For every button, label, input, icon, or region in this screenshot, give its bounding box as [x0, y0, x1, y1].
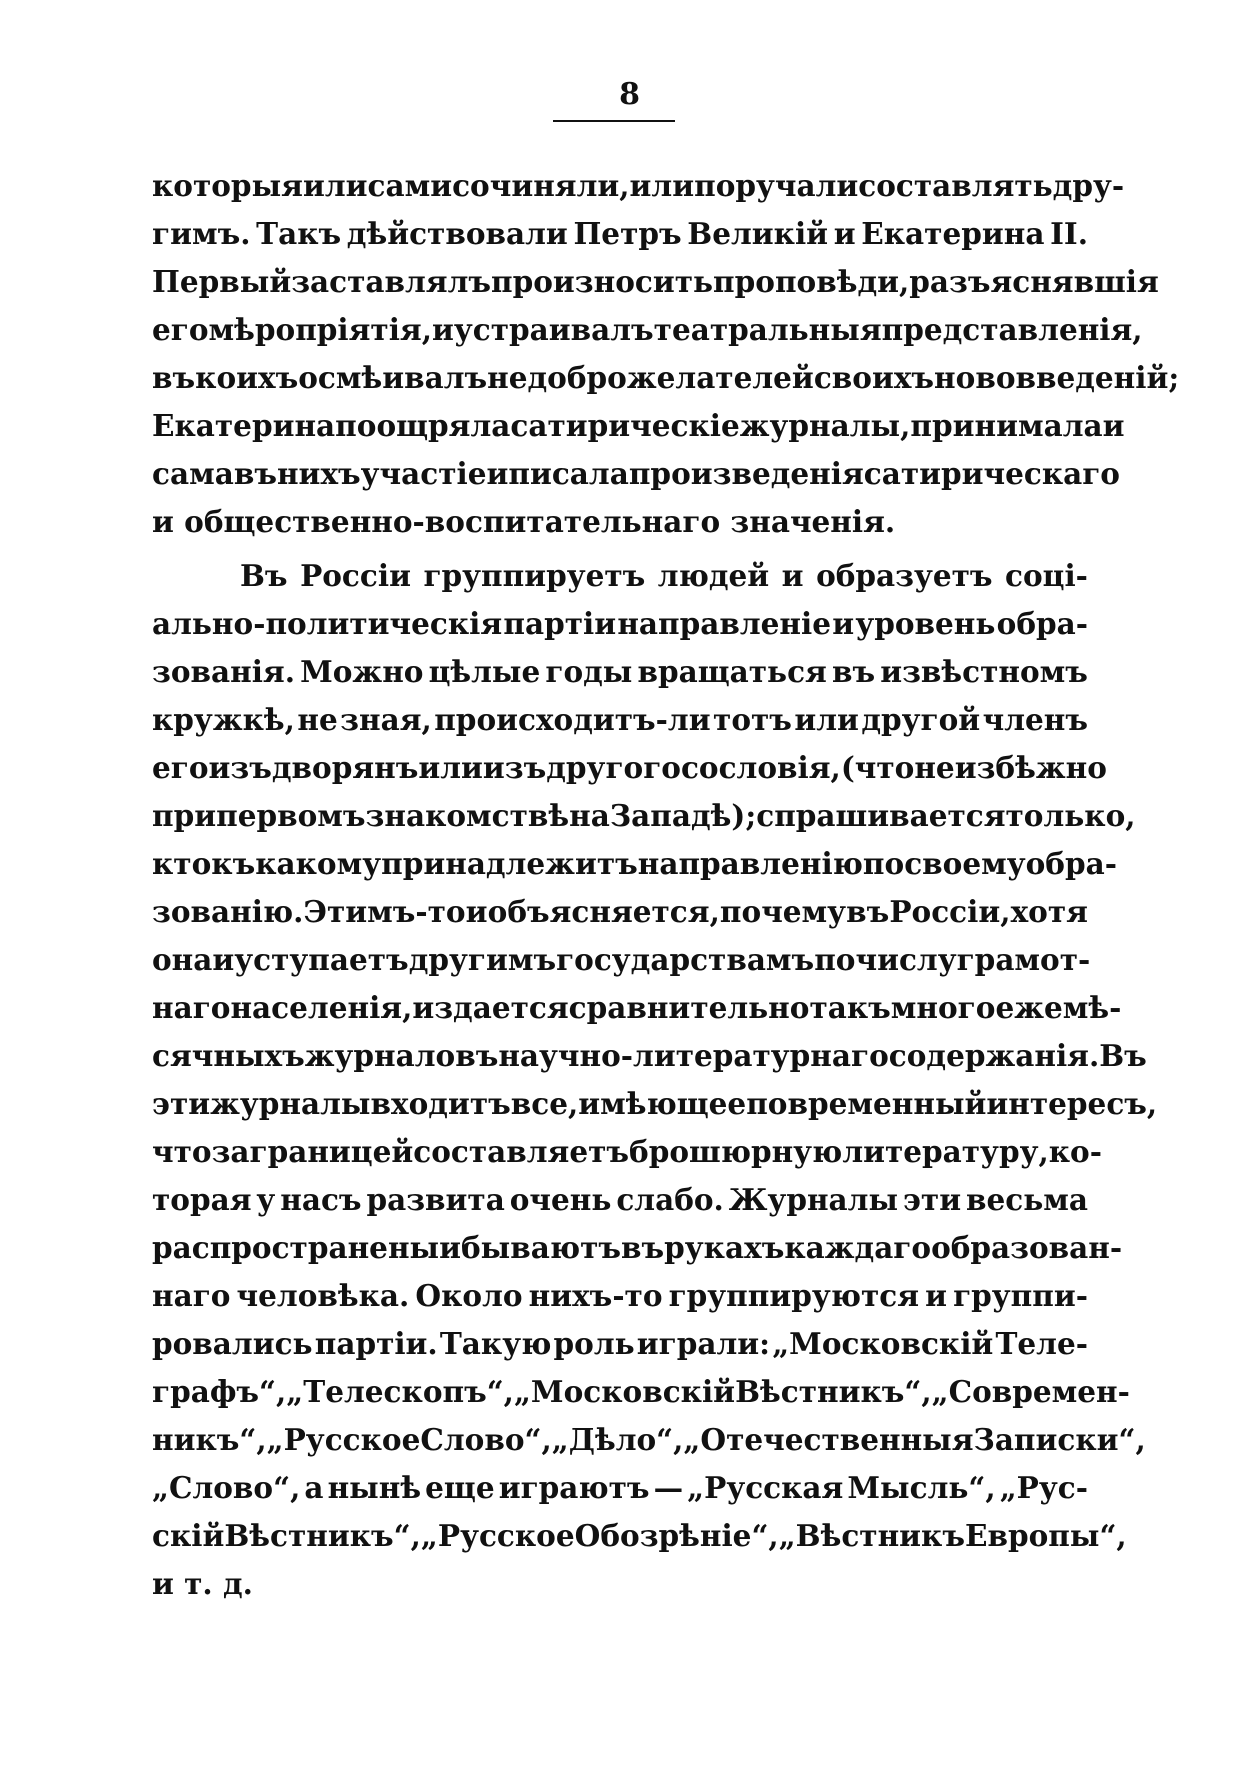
- word: устраивалъ: [453, 312, 654, 347]
- word: и: [439, 1230, 461, 1265]
- word: Россіи: [300, 558, 411, 593]
- word: (что: [840, 750, 915, 785]
- word: ко-: [1048, 1134, 1102, 1169]
- word: ровались: [152, 1326, 313, 1361]
- word: бываютъ: [461, 1230, 622, 1265]
- word: неизбѣжно: [914, 750, 1107, 785]
- word: очень: [509, 1182, 612, 1217]
- word: Такъ: [256, 216, 342, 251]
- word: произносить: [491, 264, 714, 299]
- word: грамот-: [956, 942, 1091, 977]
- word: журналовъ: [304, 1038, 499, 1073]
- word: и: [465, 894, 488, 929]
- word: человѣка.: [236, 1278, 410, 1313]
- word: въ: [831, 654, 876, 689]
- word: представленія,: [881, 312, 1143, 347]
- word: рукахъ: [664, 1230, 785, 1265]
- paragraph: [152, 552, 1158, 1608]
- word: сравнительно: [568, 990, 810, 1025]
- word: и: [832, 606, 855, 641]
- word: принимала: [910, 408, 1103, 443]
- word: Около: [415, 1278, 523, 1313]
- word: группируетъ: [423, 558, 646, 593]
- word: „Дѣло“,: [551, 1422, 684, 1457]
- word: образуетъ: [816, 558, 993, 593]
- word: играли:: [636, 1326, 771, 1361]
- word: обра-: [1025, 846, 1117, 881]
- word: принадлежитъ: [381, 846, 638, 881]
- body-text: [152, 162, 1180, 1608]
- word: Слово“,: [420, 1422, 552, 1457]
- word: театральныя: [653, 312, 882, 347]
- text-line: [152, 258, 1159, 306]
- header-rule: [553, 120, 675, 122]
- word: или: [629, 168, 695, 203]
- word: въ: [233, 456, 277, 491]
- text-line: [152, 1512, 1127, 1560]
- word: происходитъ-ли: [434, 702, 711, 737]
- word: или: [794, 702, 859, 737]
- text-line: [152, 1176, 1088, 1224]
- word: партіи: [503, 606, 617, 641]
- word: и: [1102, 408, 1125, 443]
- word: населенія,: [230, 990, 413, 1025]
- word: Европы“,: [965, 1518, 1127, 1553]
- word: осмѣивалъ: [298, 360, 488, 395]
- text-line: [152, 1464, 1088, 1512]
- word: журналы: [210, 1086, 371, 1121]
- word: у: [256, 1182, 276, 1217]
- word: проповѣди,: [713, 264, 910, 299]
- word: насъ: [280, 1182, 362, 1217]
- text-line: [152, 840, 1117, 888]
- text-line: [152, 354, 1180, 402]
- word: нынѣ: [327, 1470, 422, 1505]
- text-line: [152, 162, 1125, 210]
- word: зованію.: [152, 894, 304, 929]
- word: литературу,: [842, 1134, 1049, 1169]
- word: изъ: [482, 750, 547, 785]
- word: хотя: [1010, 894, 1088, 929]
- word: Первый: [152, 264, 292, 299]
- word: своихъ: [813, 360, 935, 395]
- word: которыя: [152, 168, 303, 203]
- word: по: [814, 942, 856, 977]
- word: заставлялъ: [291, 264, 492, 299]
- word: Петръ: [573, 216, 682, 251]
- word: вращаться: [637, 654, 827, 689]
- word: Мысль“,: [847, 1470, 996, 1505]
- word: „Русская: [687, 1470, 844, 1505]
- text-line: [152, 306, 1143, 354]
- word: спрашивается: [756, 798, 1006, 833]
- word: а: [304, 1470, 324, 1505]
- text-line: [152, 744, 1107, 792]
- word: людей: [657, 558, 770, 593]
- text-line: [152, 1320, 1088, 1368]
- word: Въ: [240, 558, 288, 593]
- word: слабо.: [616, 1182, 724, 1217]
- word: зованія.: [152, 654, 295, 689]
- word: издается: [412, 990, 569, 1025]
- word: за: [211, 1134, 250, 1169]
- word: гимъ.: [152, 216, 251, 251]
- word: какому: [255, 846, 382, 881]
- word: и: [781, 558, 804, 593]
- word: на: [569, 798, 610, 833]
- text-line: [152, 888, 1088, 936]
- word: „Московскій: [772, 1326, 994, 1361]
- word: разъяснявшія: [909, 264, 1159, 299]
- word: и: [833, 216, 856, 251]
- text-line: [152, 1128, 1102, 1176]
- word: все,: [510, 1086, 579, 1121]
- text-line: [152, 648, 1088, 696]
- word: II.: [1050, 216, 1088, 251]
- word: почему: [719, 894, 847, 929]
- word: поручали: [694, 168, 859, 203]
- word: уровень: [855, 606, 996, 641]
- page-number: 8: [619, 77, 640, 112]
- word: научно-литературнаго: [498, 1038, 889, 1073]
- word: нихъ-то: [528, 1278, 663, 1313]
- word: коихъ: [195, 360, 299, 395]
- word: входитъ: [370, 1086, 511, 1121]
- word: недоброжелателей: [487, 360, 814, 395]
- word: нихъ: [276, 456, 361, 491]
- word: журналы,: [739, 408, 911, 443]
- word: наго: [152, 990, 231, 1025]
- word: сатирическіе: [510, 408, 740, 443]
- word: Западѣ);: [609, 798, 757, 833]
- text-line: [152, 450, 1120, 498]
- word: участіе: [360, 456, 487, 491]
- word: кто: [152, 846, 212, 881]
- text-line: [152, 984, 1122, 1032]
- word: знакомствѣ: [365, 798, 570, 833]
- word: много: [890, 990, 996, 1025]
- word: дѣйствовали: [346, 216, 568, 251]
- word: составляетъ: [413, 1134, 630, 1169]
- word: что: [152, 1134, 212, 1169]
- word: Можно: [300, 654, 424, 689]
- word: распространены: [152, 1230, 440, 1265]
- word: и: [486, 456, 509, 491]
- word: членъ: [982, 702, 1088, 737]
- word: къ: [211, 846, 256, 881]
- word: первомъ: [216, 798, 366, 833]
- word: „Вѣстникъ: [778, 1518, 965, 1553]
- word: другого: [546, 750, 681, 785]
- word: интересъ,: [986, 1086, 1158, 1121]
- word: направленіе: [617, 606, 832, 641]
- word: сама: [152, 456, 234, 491]
- word: весьма: [966, 1182, 1088, 1217]
- word: Этимъ-то: [303, 894, 466, 929]
- text-line: [152, 1080, 1158, 1128]
- word: Такую: [439, 1326, 552, 1361]
- word: или: [302, 168, 368, 203]
- word: группи-: [953, 1278, 1088, 1313]
- word: другой: [861, 702, 981, 737]
- word: Обозрѣніе“,: [574, 1518, 779, 1553]
- text-line: [152, 1416, 1146, 1464]
- word: „Слово“,: [152, 1470, 301, 1505]
- word: еще: [425, 1470, 495, 1505]
- word: Великій: [687, 216, 829, 251]
- word: произведенія: [628, 456, 864, 491]
- word: сячныхъ: [152, 1038, 305, 1073]
- word: сатирическаго: [863, 456, 1120, 491]
- word: образован-: [931, 1230, 1123, 1265]
- word: Теле-: [995, 1326, 1088, 1361]
- word: Вѣстникъ“,: [735, 1374, 932, 1409]
- word: скій: [152, 1518, 225, 1553]
- word: составлять: [858, 168, 1053, 203]
- word: „Телескопъ“,: [286, 1374, 514, 1409]
- word: дру-: [1052, 168, 1125, 203]
- word: „Рус-: [999, 1470, 1088, 1505]
- word: каждаго: [784, 1230, 932, 1265]
- word: направленію: [637, 846, 863, 881]
- word: повременный: [746, 1086, 987, 1121]
- word: тотъ: [713, 702, 792, 737]
- word: „Русское: [266, 1422, 421, 1457]
- word: „Современ-: [931, 1374, 1130, 1409]
- word: и: [431, 312, 454, 347]
- word: Екатерина: [861, 216, 1045, 251]
- word: зная,: [340, 702, 432, 737]
- text-line: [152, 792, 1136, 840]
- word: въ: [846, 894, 890, 929]
- word: въ: [621, 1230, 665, 1265]
- word: сочиняли,: [452, 168, 630, 203]
- text-line: [152, 1224, 1123, 1272]
- word: Екатерина: [152, 408, 336, 443]
- word: нововведеній;: [934, 360, 1180, 395]
- text-line: [152, 1368, 1130, 1416]
- word: числу: [855, 942, 957, 977]
- word: Вѣстникъ“,: [224, 1518, 421, 1553]
- word: „Московскій: [513, 1374, 736, 1409]
- text-line: [152, 552, 1088, 600]
- word: своему: [904, 846, 1026, 881]
- word: —: [653, 1470, 684, 1505]
- word: поощряла: [335, 408, 511, 443]
- word: дворянъ: [271, 750, 419, 785]
- word: Журналы: [728, 1182, 899, 1217]
- word: не: [297, 702, 338, 737]
- word: только,: [1005, 798, 1136, 833]
- word: границей: [249, 1134, 414, 1169]
- word: по: [862, 846, 905, 881]
- word: писала: [508, 456, 629, 491]
- word: Россіи,: [889, 894, 1011, 929]
- word: наго: [152, 1278, 231, 1313]
- word: объясняется,: [487, 894, 720, 929]
- word: или: [418, 750, 483, 785]
- word: сами: [367, 168, 453, 203]
- word: графъ“,: [152, 1374, 287, 1409]
- word: въ: [152, 360, 196, 395]
- word: соці-: [1005, 558, 1088, 593]
- word: его: [152, 750, 209, 785]
- word: изъ: [208, 750, 272, 785]
- word: эти: [152, 1086, 211, 1121]
- word: брошюрную: [629, 1134, 843, 1169]
- word: другимъ: [408, 942, 557, 977]
- word: уступаетъ: [234, 942, 409, 977]
- word: ально-политическія: [152, 606, 503, 641]
- text-line: и т. д.: [152, 1566, 253, 1601]
- word: Въ: [1099, 1038, 1147, 1073]
- text-line: [152, 600, 1088, 648]
- word: государствамъ: [556, 942, 815, 977]
- word: торая: [152, 1182, 252, 1217]
- word: „Отечественныя: [683, 1422, 974, 1457]
- text-line: и общественно-воспитательнаго значенія.: [152, 504, 896, 539]
- text-line: [152, 936, 1091, 984]
- word: она: [152, 942, 213, 977]
- word: его: [152, 312, 209, 347]
- word: обра-: [996, 606, 1088, 641]
- word: ежемѣ-: [995, 990, 1122, 1025]
- word: цѣлые: [428, 654, 541, 689]
- word: и: [925, 1278, 948, 1313]
- paragraph: [152, 162, 1180, 546]
- word: имѣющее: [578, 1086, 747, 1121]
- text-line: [152, 402, 1125, 450]
- word: и: [212, 942, 235, 977]
- word: Записки“,: [973, 1422, 1146, 1457]
- word: партіи.: [314, 1326, 438, 1361]
- word: кружкѣ,: [152, 702, 295, 737]
- word: роль: [553, 1326, 635, 1361]
- word: при: [152, 798, 217, 833]
- word: группируются: [668, 1278, 920, 1313]
- word: эти: [902, 1182, 962, 1217]
- word: никъ“,: [152, 1422, 267, 1457]
- word: содержанія.: [888, 1038, 1100, 1073]
- word: извѣстномъ: [880, 654, 1088, 689]
- word: развита: [366, 1182, 505, 1217]
- word: такъ: [809, 990, 891, 1025]
- word: играютъ: [498, 1470, 650, 1505]
- text-line: [152, 1032, 1147, 1080]
- word: мѣропріятія,: [208, 312, 432, 347]
- text-line: [152, 1272, 1088, 1320]
- word: сословія,: [680, 750, 841, 785]
- text-line: [152, 210, 1088, 258]
- text-line: [152, 696, 1088, 744]
- word: годы: [545, 654, 633, 689]
- word: „Русское: [420, 1518, 575, 1553]
